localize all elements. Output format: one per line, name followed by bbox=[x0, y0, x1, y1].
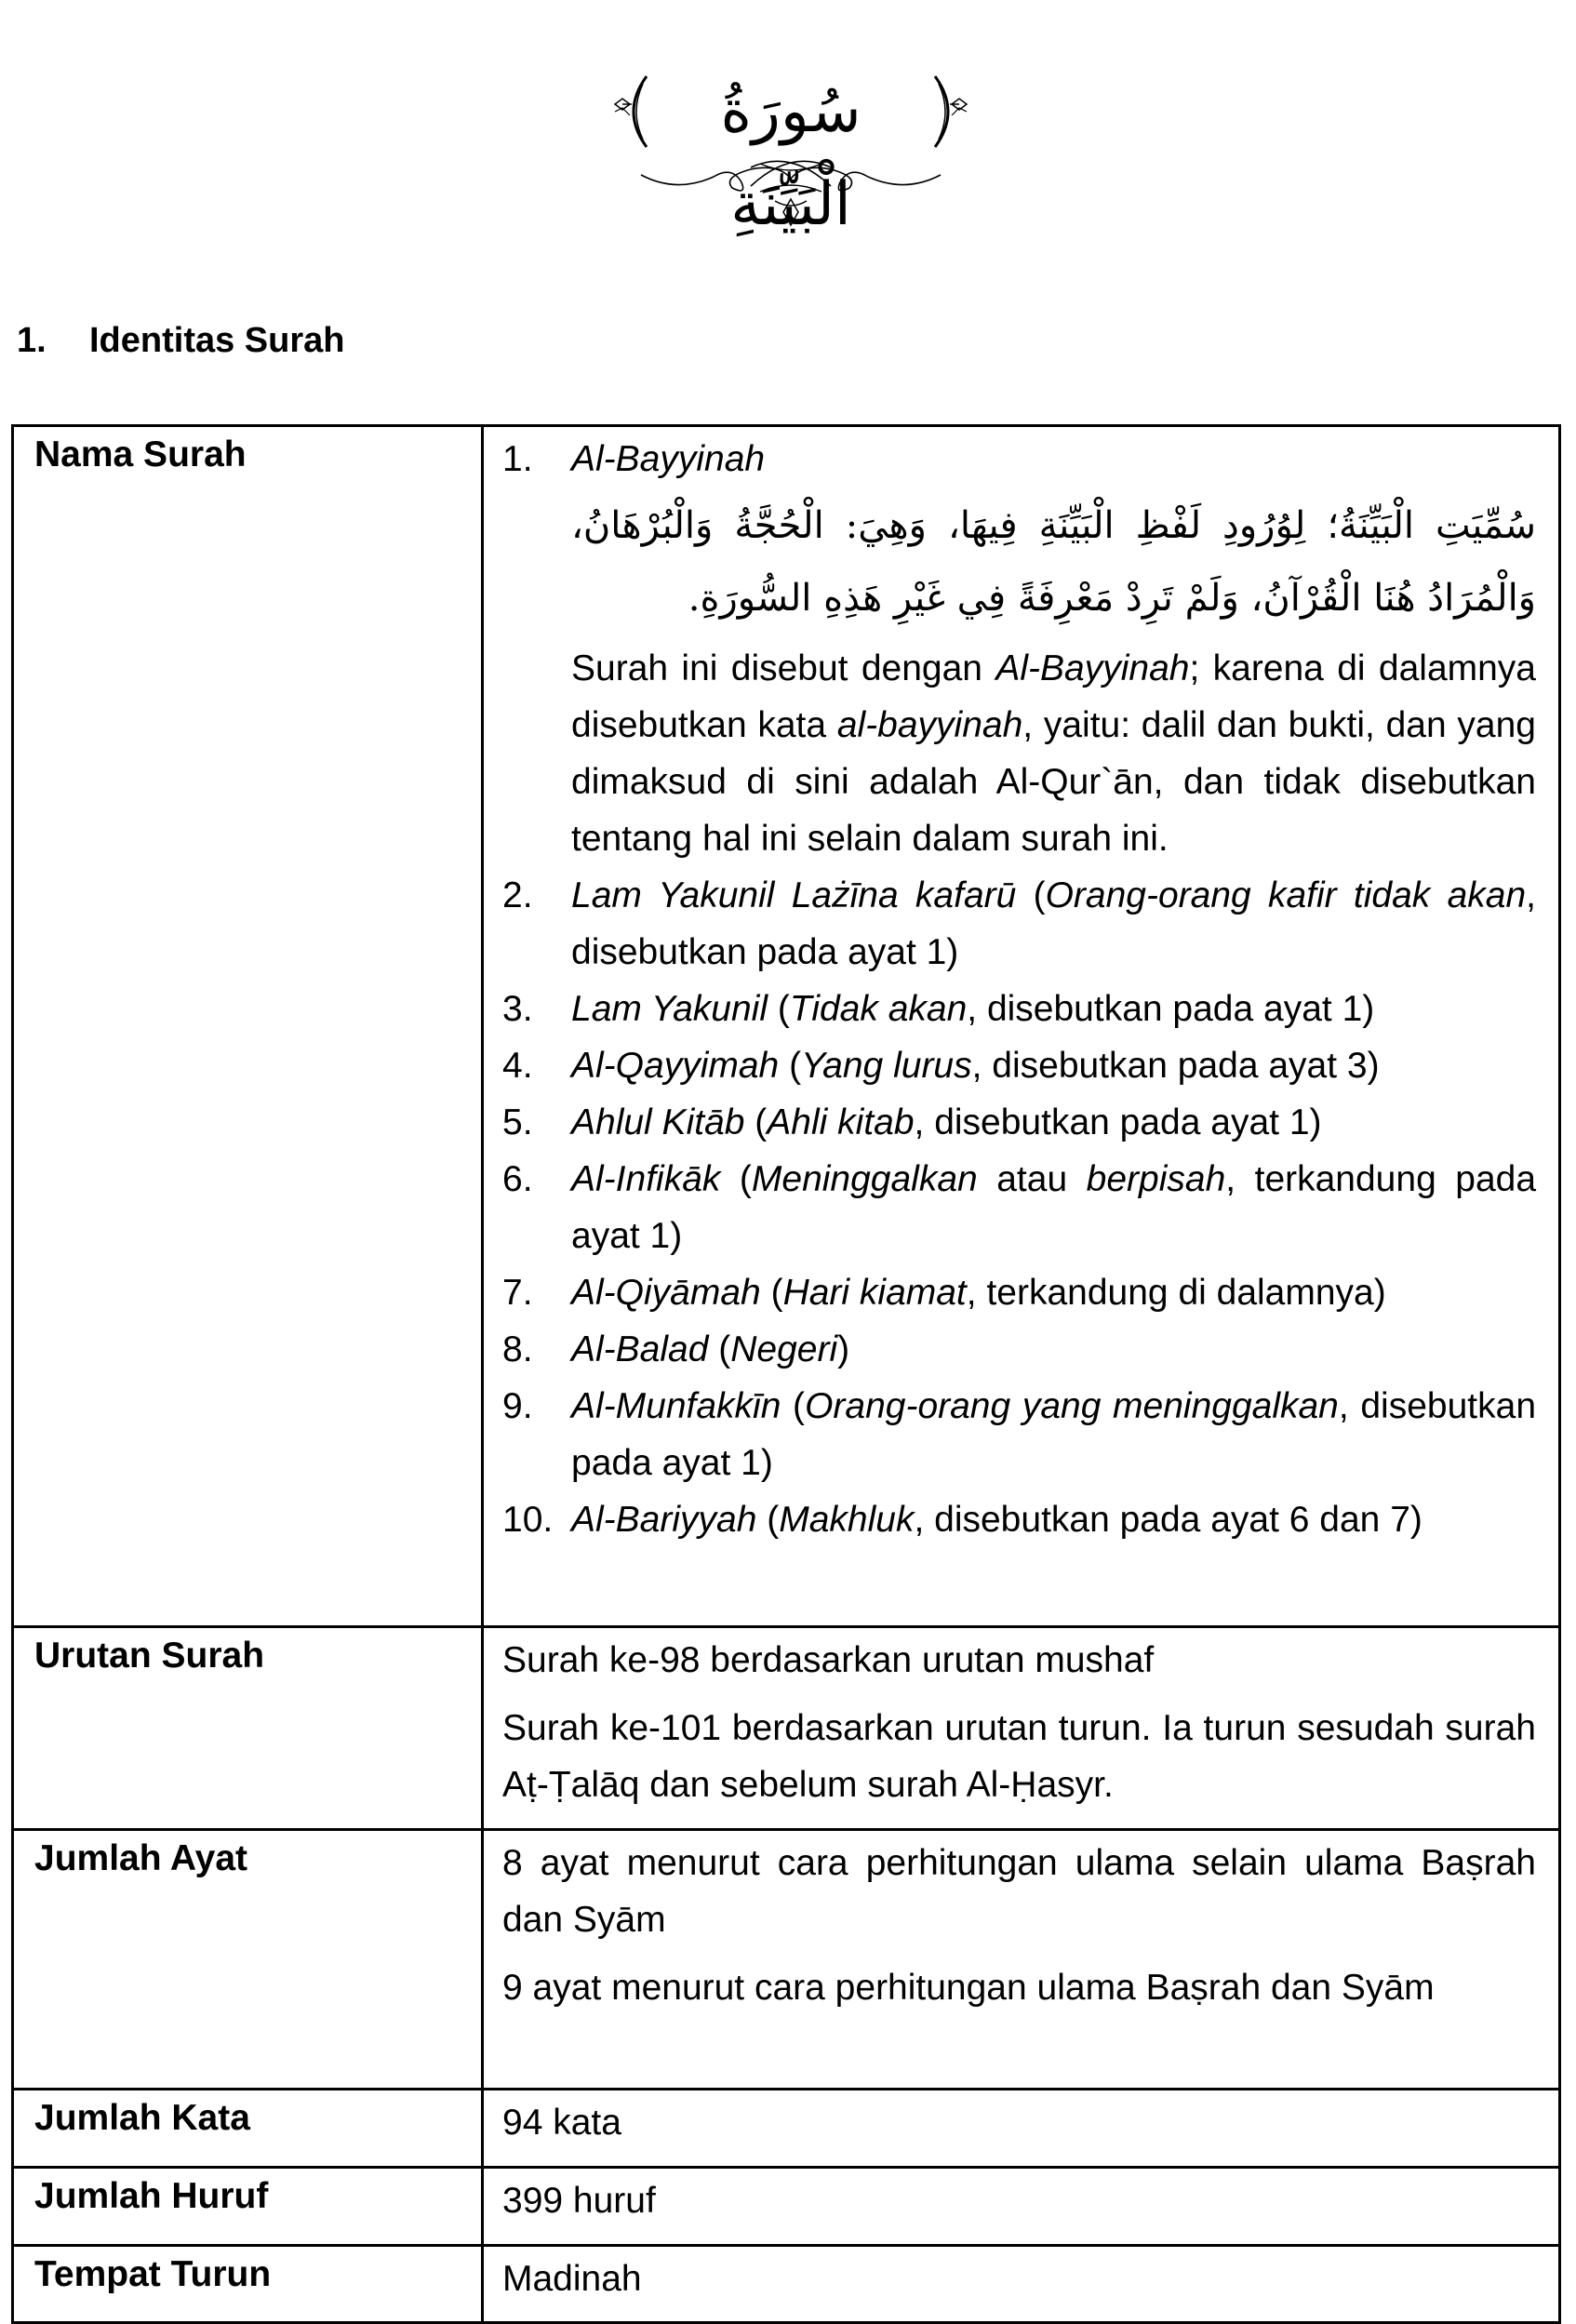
item-number: 6. bbox=[502, 1159, 533, 1199]
list-item bbox=[502, 431, 1536, 867]
table-row-jumlah-ayat bbox=[13, 1830, 1560, 2090]
item-rest: , terkandung pada ayat 1) bbox=[571, 1159, 1537, 1256]
item-meaning: Ahli kitab bbox=[767, 1102, 915, 1142]
item-rest: , disebutkan pada ayat 1) bbox=[914, 1102, 1322, 1142]
note-text: Surah ini disebut dengan bbox=[571, 648, 996, 688]
table-row-jumlah-huruf bbox=[13, 2168, 1560, 2246]
item-rest: , disebutkan pada ayat 3) bbox=[971, 1046, 1380, 1086]
item-rest: ) bbox=[837, 1329, 850, 1369]
list-item bbox=[502, 1151, 1536, 1264]
row-label: Jumlah Huruf bbox=[13, 2168, 483, 2246]
row-label: Urutan Surah bbox=[13, 1627, 483, 1830]
item-meaning: Orang-orang yang meninggalkan bbox=[805, 1386, 1339, 1426]
item-name: Al-Balad bbox=[571, 1329, 709, 1369]
item-number: 9. bbox=[502, 1386, 533, 1426]
row-content bbox=[483, 1627, 1560, 1830]
item-number: 1. bbox=[502, 439, 533, 479]
list-item bbox=[502, 867, 1536, 981]
table-row-nama-surah bbox=[13, 426, 1560, 1627]
list-item bbox=[502, 1037, 1536, 1094]
item-paren: ( bbox=[708, 1329, 731, 1369]
item-meaning: Negeri bbox=[730, 1329, 838, 1369]
item-paren: ( bbox=[1016, 875, 1046, 915]
item-paren: ( bbox=[779, 1046, 802, 1086]
identity-table bbox=[11, 424, 1561, 2324]
list-item bbox=[502, 1264, 1536, 1321]
item-number: 4. bbox=[502, 1046, 533, 1086]
table-row-tempat-turun bbox=[13, 2246, 1560, 2323]
list-item bbox=[502, 1378, 1536, 1491]
row-content bbox=[483, 1830, 1560, 2090]
item-number: 3. bbox=[502, 989, 533, 1029]
section-number: 1. bbox=[17, 321, 47, 360]
item-meaning: Meninggalkan bbox=[751, 1159, 978, 1199]
list-item bbox=[502, 1321, 1536, 1378]
table-row-jumlah-kata bbox=[13, 2090, 1560, 2168]
item-name: Al-Bayyinah bbox=[571, 439, 766, 479]
item-paren: ( bbox=[756, 1500, 780, 1540]
surah-title-arabic: سُورَةُ الْبَيِّنَةِ bbox=[720, 77, 861, 239]
section-title: Identitas Surah bbox=[89, 321, 345, 360]
item-rest: , terkandung di dalamnya) bbox=[966, 1273, 1386, 1313]
item-name: Al-Infikāk bbox=[571, 1159, 721, 1199]
note-text: ; karena di dalamnya disebutkan kata bbox=[571, 648, 1536, 745]
row-label: Jumlah Kata bbox=[13, 2090, 483, 2168]
name-list bbox=[502, 431, 1536, 1548]
item-rest: , disebutkan pada ayat 1) bbox=[967, 989, 1375, 1029]
surah-title-ornament bbox=[602, 47, 980, 239]
item-meaning: berpisah bbox=[1086, 1159, 1226, 1199]
item-paren: ( bbox=[720, 1159, 752, 1199]
item-paren: ( bbox=[781, 1386, 806, 1426]
item-name: Al-Qiyāmah bbox=[571, 1273, 761, 1313]
note-italic: al-bayyinah bbox=[836, 705, 1023, 745]
order-mushaf: Surah ke-98 berdasarkan urutan mushaf bbox=[502, 1640, 1155, 1680]
note-text: , yaitu: dalil dan bukti, dan yang dimaksud di sini adalah Al-Qur`ān, dan tidak disebutkan tentang hal ini selain dalam surah ini. bbox=[571, 705, 1536, 859]
row-value: Madinah bbox=[483, 2246, 1560, 2323]
item-name: Al-Munfakkīn bbox=[571, 1386, 781, 1426]
item-rest: , disebutkan pada ayat 1) bbox=[571, 1386, 1537, 1483]
item-meaning: Tidak akan bbox=[789, 989, 968, 1029]
item-name: Lam Yakunil bbox=[571, 989, 768, 1029]
item-number: 2. bbox=[502, 875, 533, 915]
row-value: 399 huruf bbox=[483, 2168, 1560, 2246]
row-label: Nama Surah bbox=[13, 426, 483, 1627]
item-meaning: Yang lurus bbox=[801, 1046, 972, 1086]
ayat-count-8: 8 ayat menurut cara perhitungan ulama selain ulama Baṣrah dan Syām bbox=[502, 1843, 1536, 1940]
order-revelation: Surah ke-101 berdasarkan urutan turun. Ia turun sesudah surah Aṭ-Ṭalāq dan sebelum surah Al-Ḥasyr. bbox=[502, 1708, 1536, 1805]
row-value: 94 kata bbox=[483, 2090, 1560, 2168]
note-italic: Al-Bayyinah bbox=[995, 648, 1190, 688]
item-rest: , disebutkan pada ayat 6 dan 7) bbox=[914, 1500, 1422, 1540]
item-meaning: Makhluk bbox=[779, 1500, 915, 1540]
item-name: Lam Yakunil Lażīna kafarū bbox=[571, 875, 1017, 915]
item-name: Ahlul Kitāb bbox=[571, 1102, 745, 1142]
row-label: Jumlah Ayat bbox=[13, 1830, 483, 2090]
row-label: Tempat Turun bbox=[13, 2246, 483, 2323]
list-item bbox=[502, 1491, 1536, 1548]
item-rest: , disebutkan pada ayat 1) bbox=[571, 875, 1536, 972]
item-number: 10. bbox=[502, 1500, 554, 1540]
section-heading bbox=[17, 321, 345, 361]
row-content-names bbox=[483, 426, 1560, 1627]
item-paren: ( bbox=[760, 1273, 783, 1313]
item-name: Al-Bariyyah bbox=[571, 1500, 757, 1540]
item-meaning: Hari kiamat bbox=[782, 1273, 967, 1313]
ayat-count-9: 9 ayat menurut cara perhitungan ulama Baṣrah dan Syām bbox=[502, 1968, 1435, 2008]
item-name: Al-Qayyimah bbox=[571, 1046, 780, 1086]
item-number: 5. bbox=[502, 1102, 533, 1142]
item-meaning: Orang-orang kafir tidak akan bbox=[1045, 875, 1527, 915]
item-paren: ( bbox=[768, 989, 790, 1029]
arabic-note: سُمِّيَتِ الْبَيِّنَةُ؛ لِوُرُودِ لَفْظِ الْبَيِّنَةِ فِيهَا، وَهِيَ: الْحُجَّةُ وَالْبُرْهَانُ، وَالْمُرَادُ هُنَا الْقُرْآنُ، وَلَمْ تَرِدْ مَعْرِفَةً فِي غَيْرِ هَذِهِ السُّورَةِ. bbox=[571, 504, 1536, 620]
note-paragraph bbox=[571, 640, 1536, 867]
list-item bbox=[502, 981, 1536, 1037]
item-mid: atau bbox=[977, 1159, 1087, 1199]
table-row-urutan-surah bbox=[13, 1627, 1560, 1830]
item-number: 8. bbox=[502, 1329, 533, 1369]
item-number: 7. bbox=[502, 1273, 533, 1313]
item-paren: ( bbox=[744, 1102, 768, 1142]
list-item bbox=[502, 1094, 1536, 1151]
